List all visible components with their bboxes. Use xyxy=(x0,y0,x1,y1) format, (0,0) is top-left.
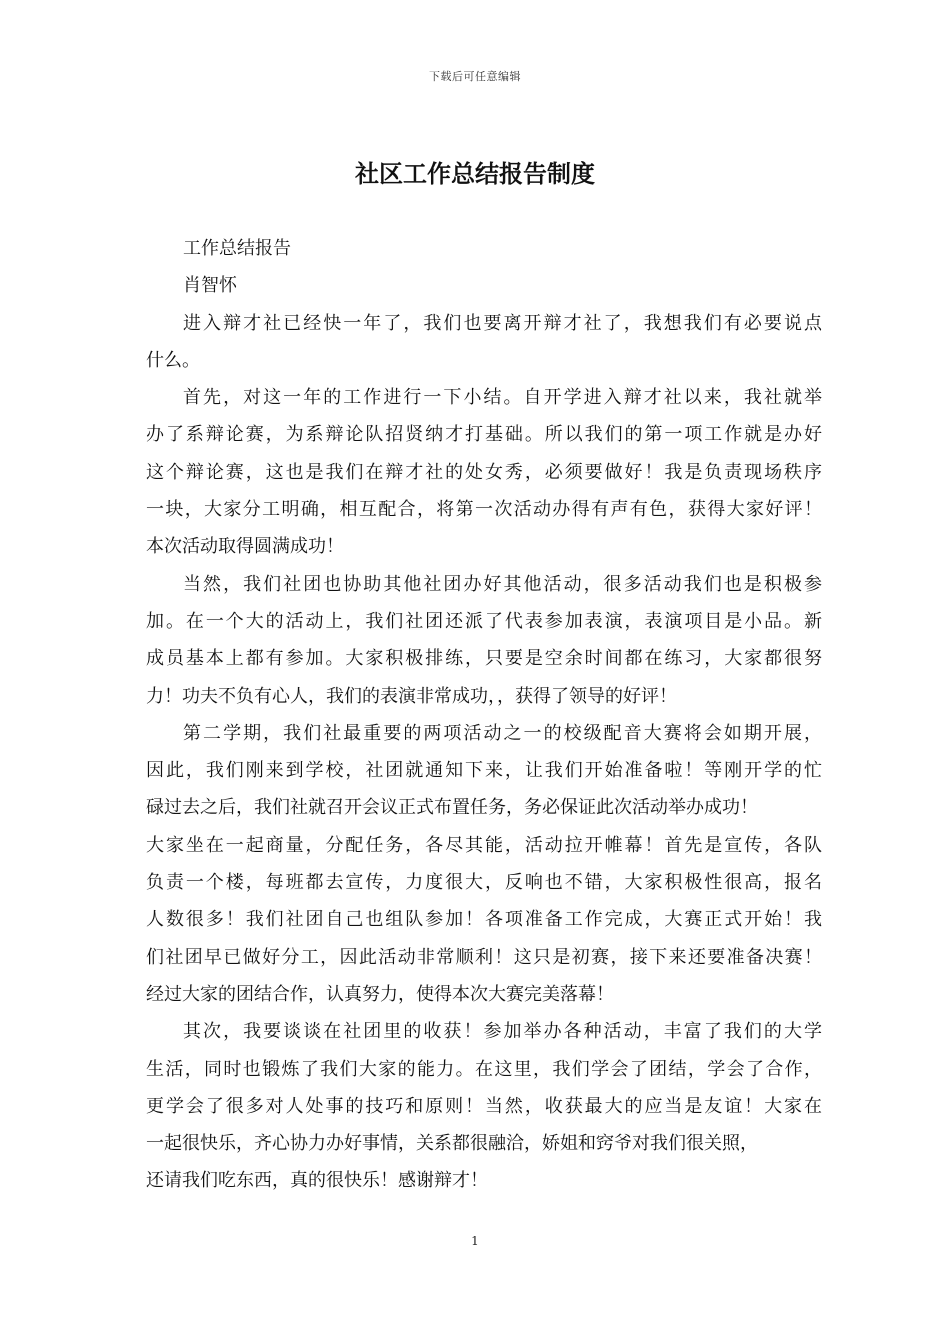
text-line: 碌过去之后，我们社就召开会议正式布置任务，务必保证此次活动举办成功！ xyxy=(146,797,758,819)
text-line: 成员基本上都有参加。大家积极排练，只要是空余时间都在练习，大家都很努 xyxy=(146,648,822,670)
text-line: 第二学期，我们社最重要的两项活动之一的校级配音大赛将会如期开展， xyxy=(183,722,822,744)
text-line: 因此，我们刚来到学校，社团就通知下来，让我们开始准备啦！等刚开学的忙 xyxy=(146,760,822,782)
text-line: 力！功夫不负有心人，我们的表演非常成功，，获得了领导的好评！ xyxy=(146,685,677,707)
text-line: 本次活动取得圆满成功！ xyxy=(146,536,344,558)
text-line: 生活，同时也锻炼了我们大家的能力。在这里，我们学会了团结，学会了合作， xyxy=(146,1058,822,1080)
text-line: 人数很多！我们社团自己也组队参加！各项准备工作完成，大赛正式开始！我 xyxy=(146,909,822,931)
text-line: 办了系辩论赛，为系辩论队招贤纳才打基础。所以我们的第一项工作就是办好 xyxy=(146,424,822,446)
text-line: 当然，我们社团也协助其他社团办好其他活动，很多活动我们也是积极参 xyxy=(183,573,822,595)
text-line: 还请我们吃东西，真的很快乐！感谢辩才！ xyxy=(146,1170,488,1192)
header-note: 下载后可任意编辑 xyxy=(429,70,521,83)
document-body xyxy=(146,230,822,1200)
text-line: 加。在一个大的活动上，我们社团还派了代表参加表演，表演项目是小品。新 xyxy=(146,610,822,632)
text-line: 工作总结报告 xyxy=(183,238,291,259)
text-line: 经过大家的团结合作，认真努力，使得本次大赛完美落幕！ xyxy=(146,983,614,1005)
text-line: 这个辩论赛，这也是我们在辩才社的处女秀，必须要做好！我是负责现场秩序 xyxy=(146,461,822,483)
text-line: 进入辩才社已经快一年了，我们也要离开辩才社了，我想我们有必要说点 xyxy=(183,312,822,334)
text-line: 一起很快乐，齐心协力办好事情，关系都很融洽，娇姐和窍爷对我们很关照， xyxy=(146,1133,758,1155)
text-line: 一块，大家分工明确，相互配合，将第一次活动办得有声有色，获得大家好评！ xyxy=(146,499,822,521)
page-number: 1 xyxy=(471,1234,479,1248)
text-line: 其次，我要谈谈在社团里的收获！参加举办各种活动，丰富了我们的大学 xyxy=(183,1021,822,1043)
text-line: 什么。 xyxy=(146,349,200,371)
text-line: 负责一个楼，每班都去宣传，力度很大，反响也不错，大家积极性很高，报名 xyxy=(146,872,822,894)
text-line: 肖智怀 xyxy=(183,275,237,297)
text-line: 大家坐在一起商量，分配任务，各尽其能，活动拉开帷幕！首先是宣传，各队 xyxy=(146,834,822,856)
text-line: 们社团早已做好分工，因此活动非常顺利！这只是初赛，接下来还要准备决赛！ xyxy=(146,946,822,968)
text-line: 更学会了很多对人处事的技巧和原则！当然，收获最大的应当是友谊！大家在 xyxy=(146,1095,822,1117)
document-title: 社区工作总结报告制度 xyxy=(355,159,595,188)
text-line: 首先，对这一年的工作进行一下小结。自开学进入辩才社以来，我社就举 xyxy=(183,387,822,409)
